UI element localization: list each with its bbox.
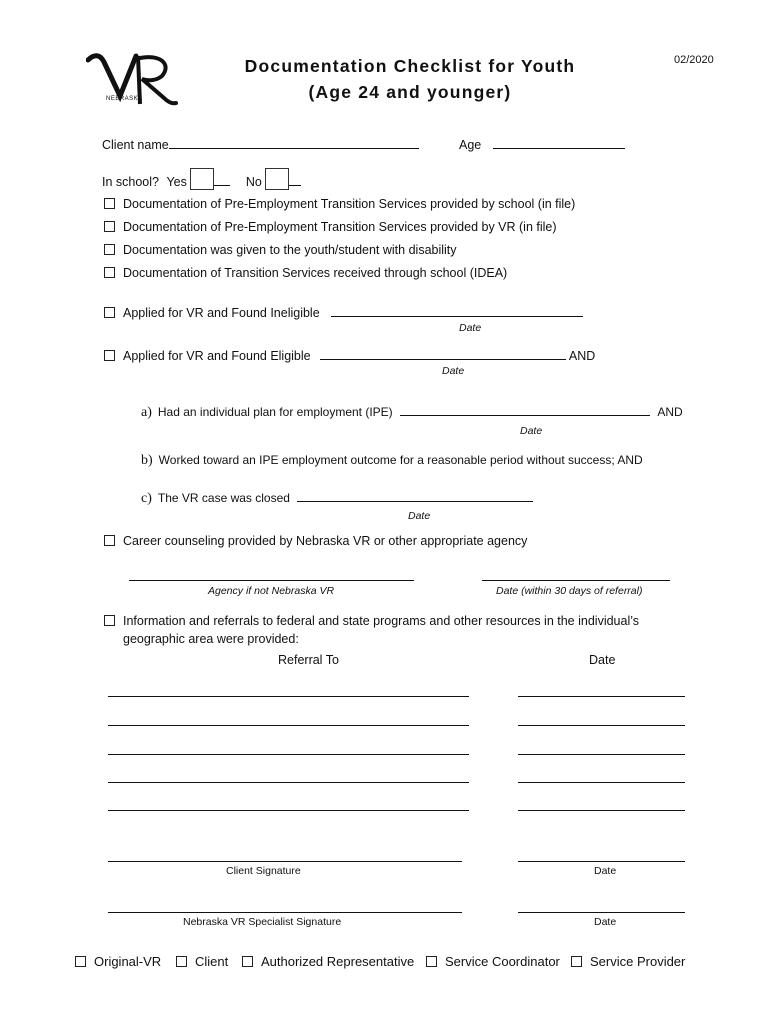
age-field[interactable] bbox=[493, 136, 625, 149]
document-title-line2: (Age 24 and younger) bbox=[308, 82, 512, 102]
referral-date-field[interactable] bbox=[518, 810, 685, 811]
eligible-label: Applied for VR and Found Eligible bbox=[123, 349, 311, 363]
client-signature-field[interactable] bbox=[108, 861, 462, 862]
condition-c bbox=[141, 489, 533, 507]
doc-item-label: Documentation of Pre-Employment Transition Services provided by school (in file) bbox=[123, 197, 576, 211]
checkbox[interactable] bbox=[571, 956, 582, 967]
condition-text: Had an individual plan for employment (IPE) bbox=[157, 405, 393, 419]
referrals-row[interactable] bbox=[104, 614, 639, 628]
eligible-date-caption: Date bbox=[442, 365, 465, 377]
checkbox[interactable] bbox=[104, 244, 115, 255]
doc-item-label: Documentation was given to the youth/student with disability bbox=[123, 243, 457, 257]
condition-marker: c) bbox=[141, 491, 152, 506]
distribution-label: Client bbox=[195, 954, 229, 969]
referral-date-field[interactable] bbox=[518, 782, 685, 783]
checkbox[interactable] bbox=[176, 956, 187, 967]
client-name-label: Client name bbox=[102, 138, 169, 152]
checkbox[interactable] bbox=[104, 221, 115, 232]
doc-item-label: Documentation of Pre-Employment Transition Services provided by VR (in file) bbox=[123, 220, 557, 234]
age-label: Age bbox=[459, 138, 482, 152]
doc-item[interactable] bbox=[104, 266, 507, 280]
document-title-line1: Documentation Checklist for Youth bbox=[244, 56, 576, 76]
specialist-signature-caption: Nebraska VR Specialist Signature bbox=[183, 916, 342, 928]
ipe-date-caption: Date bbox=[520, 425, 543, 437]
career-date-caption: Date (within 30 days of referral) bbox=[496, 585, 643, 597]
distribution-original-vr[interactable] bbox=[75, 954, 161, 969]
distribution-client[interactable] bbox=[176, 954, 228, 969]
career-counseling-row[interactable] bbox=[104, 534, 527, 548]
condition-text: The VR case was closed bbox=[157, 491, 290, 505]
in-school-row bbox=[102, 168, 301, 190]
condition-a bbox=[141, 403, 683, 421]
distribution-label: Service Provider bbox=[590, 954, 686, 969]
checkbox[interactable] bbox=[104, 535, 115, 546]
eligible-row[interactable] bbox=[104, 347, 595, 363]
client-signature-date-field[interactable] bbox=[518, 861, 685, 862]
eligible-and: AND bbox=[568, 349, 596, 363]
client-name-row bbox=[102, 136, 419, 152]
checkbox[interactable] bbox=[104, 615, 115, 626]
agency-field[interactable] bbox=[129, 580, 414, 581]
checkbox[interactable] bbox=[104, 267, 115, 278]
condition-marker: b) bbox=[141, 453, 153, 468]
distribution-service-provider[interactable] bbox=[571, 954, 685, 969]
client-name-field[interactable] bbox=[169, 136, 419, 149]
referral-to-field[interactable] bbox=[108, 754, 469, 755]
ipe-date-field[interactable] bbox=[400, 403, 650, 416]
age-row bbox=[459, 136, 625, 152]
eligible-date-field[interactable] bbox=[320, 347, 566, 360]
distribution-service-coordinator[interactable] bbox=[426, 954, 560, 969]
yes-label: Yes bbox=[166, 175, 187, 189]
case-closed-date-caption: Date bbox=[408, 510, 431, 522]
referral-date-header: Date bbox=[589, 653, 616, 667]
referral-date-field[interactable] bbox=[518, 725, 685, 726]
distribution-label: Service Coordinator bbox=[445, 954, 560, 969]
no-underline bbox=[289, 173, 301, 186]
doc-item[interactable] bbox=[104, 197, 575, 211]
referral-date-field[interactable] bbox=[518, 696, 685, 697]
specialist-signature-date-field[interactable] bbox=[518, 912, 685, 913]
checkbox[interactable] bbox=[426, 956, 437, 967]
referral-date-field[interactable] bbox=[518, 754, 685, 755]
revision-date: 02/2020 bbox=[674, 54, 714, 66]
career-date-field[interactable] bbox=[482, 580, 670, 581]
doc-item-label: Documentation of Transition Services received through school (IDEA) bbox=[123, 266, 508, 280]
in-school-label: In school? bbox=[102, 175, 159, 189]
condition-and: AND bbox=[657, 405, 683, 419]
no-label: No bbox=[245, 175, 262, 189]
referral-to-field[interactable] bbox=[108, 725, 469, 726]
doc-item[interactable] bbox=[104, 243, 457, 257]
checkbox[interactable] bbox=[104, 350, 115, 361]
referrals-label-line1: Information and referrals to federal and state programs and other resources in the individual’s bbox=[123, 614, 640, 628]
ineligible-label: Applied for VR and Found Ineligible bbox=[123, 306, 320, 320]
distribution-label: Original-VR bbox=[94, 954, 162, 969]
no-checkbox[interactable] bbox=[265, 168, 289, 190]
career-counseling-label: Career counseling provided by Nebraska VR or other appropriate agency bbox=[123, 534, 528, 548]
checkbox[interactable] bbox=[242, 956, 253, 967]
referral-to-field[interactable] bbox=[108, 810, 469, 811]
referral-to-field[interactable] bbox=[108, 696, 469, 697]
nebraska-vr-logo bbox=[86, 48, 182, 110]
checkbox[interactable] bbox=[104, 307, 115, 318]
client-signature-caption: Client Signature bbox=[226, 865, 301, 877]
agency-caption: Agency if not Nebraska VR bbox=[208, 585, 335, 597]
checkbox[interactable] bbox=[104, 198, 115, 209]
yes-checkbox[interactable] bbox=[190, 168, 214, 190]
doc-item[interactable] bbox=[104, 220, 557, 234]
case-closed-date-field[interactable] bbox=[297, 489, 533, 502]
condition-marker: a) bbox=[141, 405, 152, 420]
referral-to-header: Referral To bbox=[278, 653, 339, 667]
distribution-authorized-representative[interactable] bbox=[242, 954, 414, 969]
referral-to-field[interactable] bbox=[108, 782, 469, 783]
checkbox[interactable] bbox=[75, 956, 86, 967]
ineligible-row[interactable] bbox=[104, 304, 583, 320]
condition-b bbox=[141, 453, 643, 469]
condition-text: Worked toward an IPE employment outcome for a reasonable period without success; AND bbox=[158, 453, 643, 467]
client-signature-date-caption: Date bbox=[594, 865, 617, 877]
ineligible-date-field[interactable] bbox=[331, 304, 583, 317]
specialist-signature-field[interactable] bbox=[108, 912, 462, 913]
ineligible-date-caption: Date bbox=[459, 322, 482, 334]
logo-subtext: NEBRASKA bbox=[106, 96, 143, 102]
distribution-label: Authorized Representative bbox=[261, 954, 415, 969]
specialist-signature-date-caption: Date bbox=[594, 916, 617, 928]
yes-underline bbox=[214, 173, 230, 186]
referrals-label-line2: geographic area were provided: bbox=[123, 632, 299, 646]
